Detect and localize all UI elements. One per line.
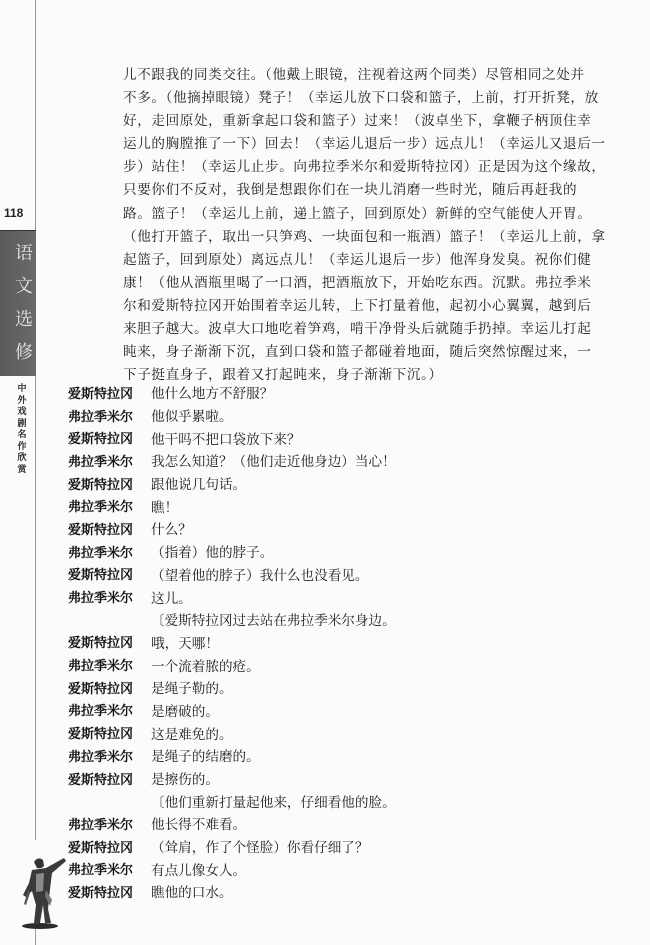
series-char: 剧 [17,418,27,429]
dialogue-line [68,517,628,540]
stage-direction-line [68,608,628,631]
speaker-name: 弗拉季米尔 [68,409,134,425]
speaker-name: 弗拉季米尔 [68,749,134,765]
speech-text: 瞧他的口水。 [151,885,233,902]
paragraph-line: 下子挺直身子，跟着又打起盹来，身子渐渐下沉。） [123,367,443,384]
stage-direction-text: 〔爱斯特拉冈过去站在弗拉季米尔身边。 [151,613,396,630]
stage-paragraph [123,64,641,387]
speech-text: 跟他说几句话。 [151,477,247,494]
speech-text: 是绳子的结磨的。 [151,749,260,766]
series-char: 外 [17,395,27,406]
speech-text: 我怎么知道？（他们走近他身边）当心！ [151,454,396,471]
page-number: 118 [4,206,24,220]
dialogue-line [68,449,628,472]
speech-text: （耸肩，作了个怪脸）你看仔细了？ [151,840,369,857]
series-title [14,384,30,476]
speaker-name: 爱斯特拉冈 [68,477,134,493]
figurine-icon [10,850,70,930]
dialogue-line [68,472,628,495]
paragraph-line: 来胆子越大。波卓大口地吃着笋鸡，啃干净骨头后就随手扔掉。幸运儿打起 [123,321,592,338]
speech-text: 这儿。 [151,590,192,607]
dialogue-line [68,404,628,427]
series-char: 作 [17,441,27,452]
dialogue-line [68,631,628,654]
dialogue-line [68,880,628,903]
dialogue-line [68,857,628,880]
speaker-name: 爱斯特拉冈 [68,636,134,652]
speech-text: 他似乎累啦。 [151,409,233,426]
margin-rule [35,0,36,230]
speaker-name: 爱斯特拉冈 [68,727,134,743]
speaker-name: 弗拉季米尔 [68,591,134,607]
speech-text: 是磨破的。 [151,703,219,720]
series-char: 赏 [17,464,27,475]
speaker-name: 爱斯特拉冈 [68,522,134,538]
paragraph-line: 起篮子，回到原处）离远点儿！（幸运儿退后一步）他浑身发臭。祝你们健 [123,251,592,268]
side-band-char: 修 [15,342,33,363]
margin-rule [35,375,36,840]
paragraph-line: 路。篮子！（幸运儿上前，递上篮子，回到原处）新鲜的空气能使人开胃。 [123,205,592,222]
dialogue-line [68,653,628,676]
speech-text: （指着）他的脖子。 [151,545,274,562]
speaker-name: 爱斯特拉冈 [68,840,134,856]
speech-text: 一个流着脓的疮。 [151,658,260,675]
speech-text: （望着他的脖子）我什么也没看见。 [151,567,369,584]
paragraph-line: 好，走回原处，重新拿起口袋和篮子）过来！（波卓坐下，拿鞭子柄顶住幸 [123,113,592,130]
side-band-char: 选 [15,309,33,330]
dialogue-line [68,744,628,767]
speaker-name: 爱斯特拉冈 [68,681,134,697]
dialogue-line [68,721,628,744]
side-band-char: 语 [15,243,33,264]
speech-text: 他干吗不把口袋放下来？ [151,431,301,448]
speaker-name: 弗拉季米尔 [68,659,134,675]
speaker-name: 爱斯特拉冈 [68,568,134,584]
speech-text: 他什么地方不舒服？ [151,386,274,403]
speech-text: 有点儿像女人。 [151,862,247,879]
paragraph-line: 儿不跟我的同类交往。（他戴上眼镜，注视着这两个同类）尽管相同之处并 [123,67,585,83]
paragraph-line: 康！（他从酒瓶里喝了一口酒，把酒瓶放下，开始吃东西。沉默。弗拉季米 [123,274,592,291]
dialogue-line [68,563,628,586]
speech-text: 瞧！ [151,499,179,516]
speaker-name: 弗拉季米尔 [68,863,134,879]
speech-text: 是绳子勒的。 [151,681,233,698]
speaker-name: 弗拉季米尔 [68,454,134,470]
speech-text: 他长得不难看。 [151,817,247,834]
side-band [0,230,36,376]
speaker-name: 爱斯特拉冈 [68,386,134,402]
speaker-name: 弗拉季米尔 [68,817,134,833]
side-band-char: 文 [15,276,33,297]
speaker-name: 弗拉季米尔 [68,500,134,516]
side-band-title [14,237,34,369]
speaker-name: 爱斯特拉冈 [68,885,134,901]
series-char: 中 [17,384,27,394]
speech-text: 这是难免的。 [151,726,233,743]
stage-direction-text: 〔他们重新打量起他来，仔细看他的脸。 [151,794,396,811]
paragraph-line: （他打开篮子，取出一只笋鸡、一块面包和一瓶酒）篮子！（幸运儿上前，拿 [123,228,606,245]
dialogue-list [68,381,628,903]
dialogue-line [68,767,628,790]
paragraph-line: 不多。（他摘掉眼镜）凳子！（幸运儿放下口袋和篮子，上前，打开折凳，放 [123,90,599,107]
speech-text: 是擦伤的。 [151,772,219,789]
series-char: 戏 [17,407,27,417]
stage-direction-line [68,789,628,812]
dialogue-line [68,835,628,858]
paragraph-line: 盹来，身子渐渐下沉，直到口袋和篮子都碰着地面，随后突然惊醒过来，一 [123,344,592,361]
dialogue-line [68,426,628,449]
paragraph-line: 步）站住！（幸运儿止步。向弗拉季米尔和爱斯特拉冈）正是因为这个缘故， [123,159,606,176]
speaker-name: 弗拉季米尔 [68,704,134,720]
speech-text: 什么？ [151,522,192,539]
dialogue-line [68,676,628,699]
paragraph-line: 只要你们不反对，我倒是想跟你们在一块儿消磨一些时光，随后再赶我的 [123,182,578,199]
paragraph-line: 尔和爱斯特拉冈开始围着幸运儿转，上下打量着他，起初小心翼翼，越到后 [123,297,592,314]
speaker-name: 弗拉季米尔 [68,545,134,561]
paragraph-line: 运儿的胸膛推了一下）回去！（幸运儿退后一步）远点儿！（幸运儿又退后一 [123,136,606,153]
dialogue-line [68,812,628,835]
dialogue-line [68,585,628,608]
dialogue-line [68,699,628,722]
speech-text: 哦，天哪！ [151,635,219,652]
dialogue-line [68,494,628,517]
dialogue-line [68,381,628,404]
series-char: 名 [17,430,27,440]
speaker-name: 爱斯特拉冈 [68,432,134,448]
dialogue-line [68,540,628,563]
speaker-name: 爱斯特拉冈 [68,772,134,788]
series-char: 欣 [17,453,27,463]
